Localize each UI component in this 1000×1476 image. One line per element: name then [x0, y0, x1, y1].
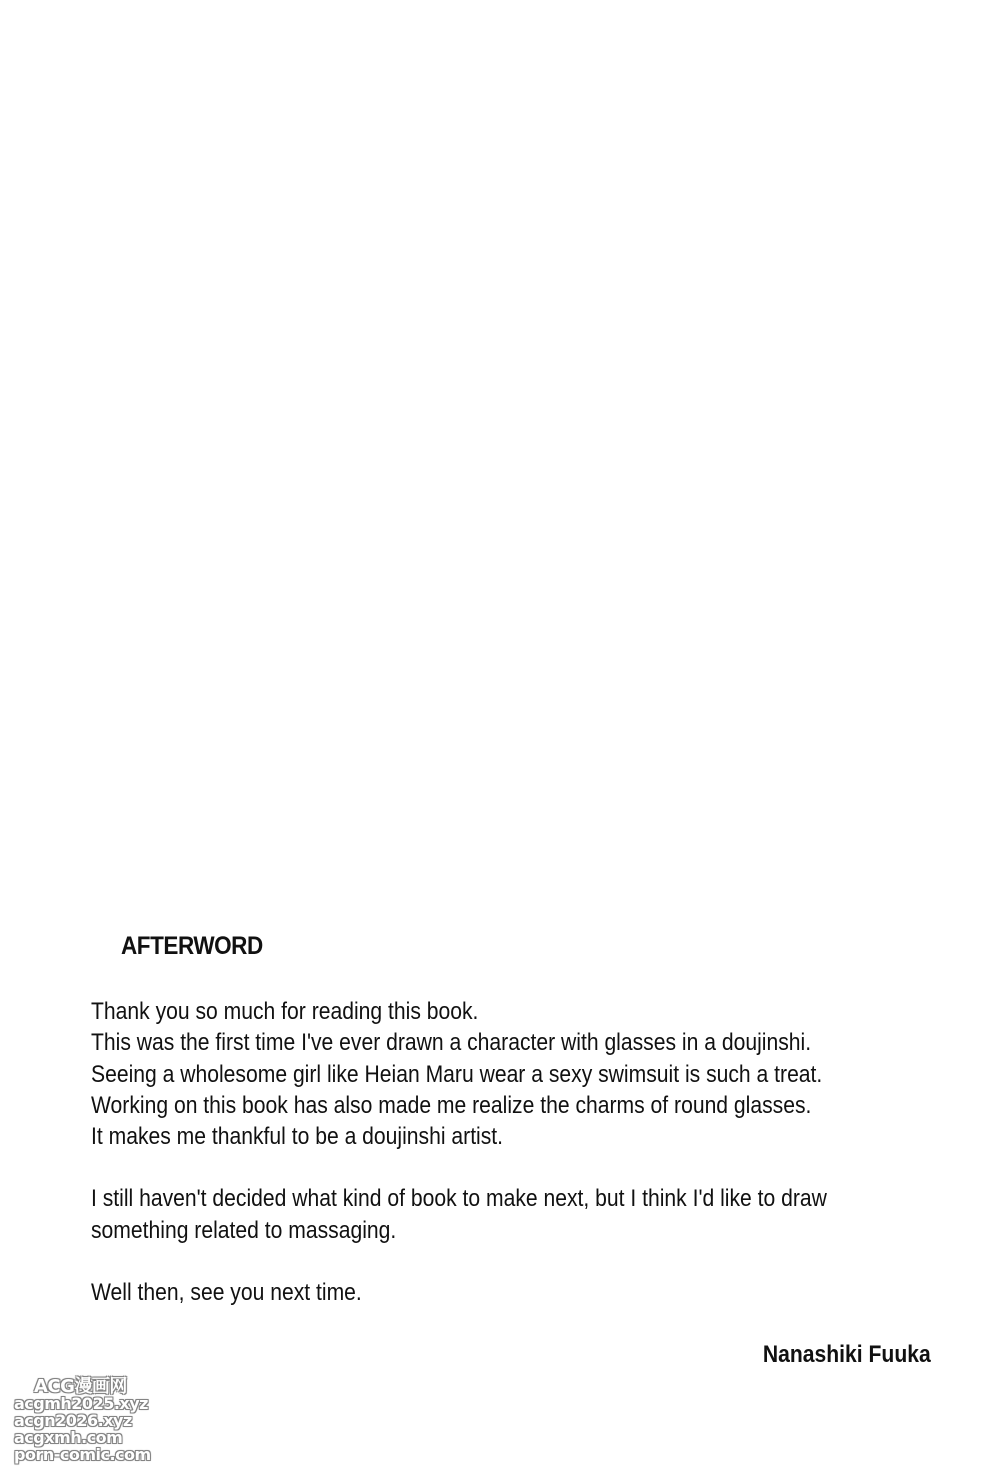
text-line: I still haven't decided what kind of book to make next, but I think I'd like to draw: [91, 1185, 827, 1213]
text-line: It makes me thankful to be a doujinshi artist.: [91, 1123, 504, 1151]
author-signature: Nanashiki Fuuka: [763, 1341, 931, 1368]
text-line: something related to massaging.: [91, 1216, 397, 1244]
text-line: Thank you so much for reading this book.: [91, 998, 479, 1025]
text-line: Working on this book has also made me realize the charms of round glasses.: [91, 1091, 812, 1119]
afterword-paragraph-1: [91, 996, 865, 1152]
watermark-line: acgxmh.com: [14, 1428, 123, 1447]
watermark-line: porn-comic.com: [14, 1445, 151, 1464]
text-line: Well then, see you next time.: [91, 1279, 362, 1307]
afterword-body: [91, 996, 865, 1308]
afterword-heading: AFTERWORD: [121, 932, 263, 960]
text-line: This was the first time I've ever drawn a character with glasses in a doujinshi.: [91, 1029, 812, 1057]
watermark-line: acgmh2025.xyz: [14, 1394, 148, 1413]
afterword-paragraph-2: [91, 1183, 865, 1246]
text-line: Seeing a wholesome girl like Heian Maru wear a sexy swimsuit is such a treat.: [91, 1060, 823, 1088]
watermark-line: acgn2026.xyz: [14, 1411, 132, 1430]
site-watermark: [14, 1378, 154, 1463]
watermark-line: ACG漫画网: [34, 1376, 127, 1397]
afterword-paragraph-3: [91, 1277, 865, 1308]
